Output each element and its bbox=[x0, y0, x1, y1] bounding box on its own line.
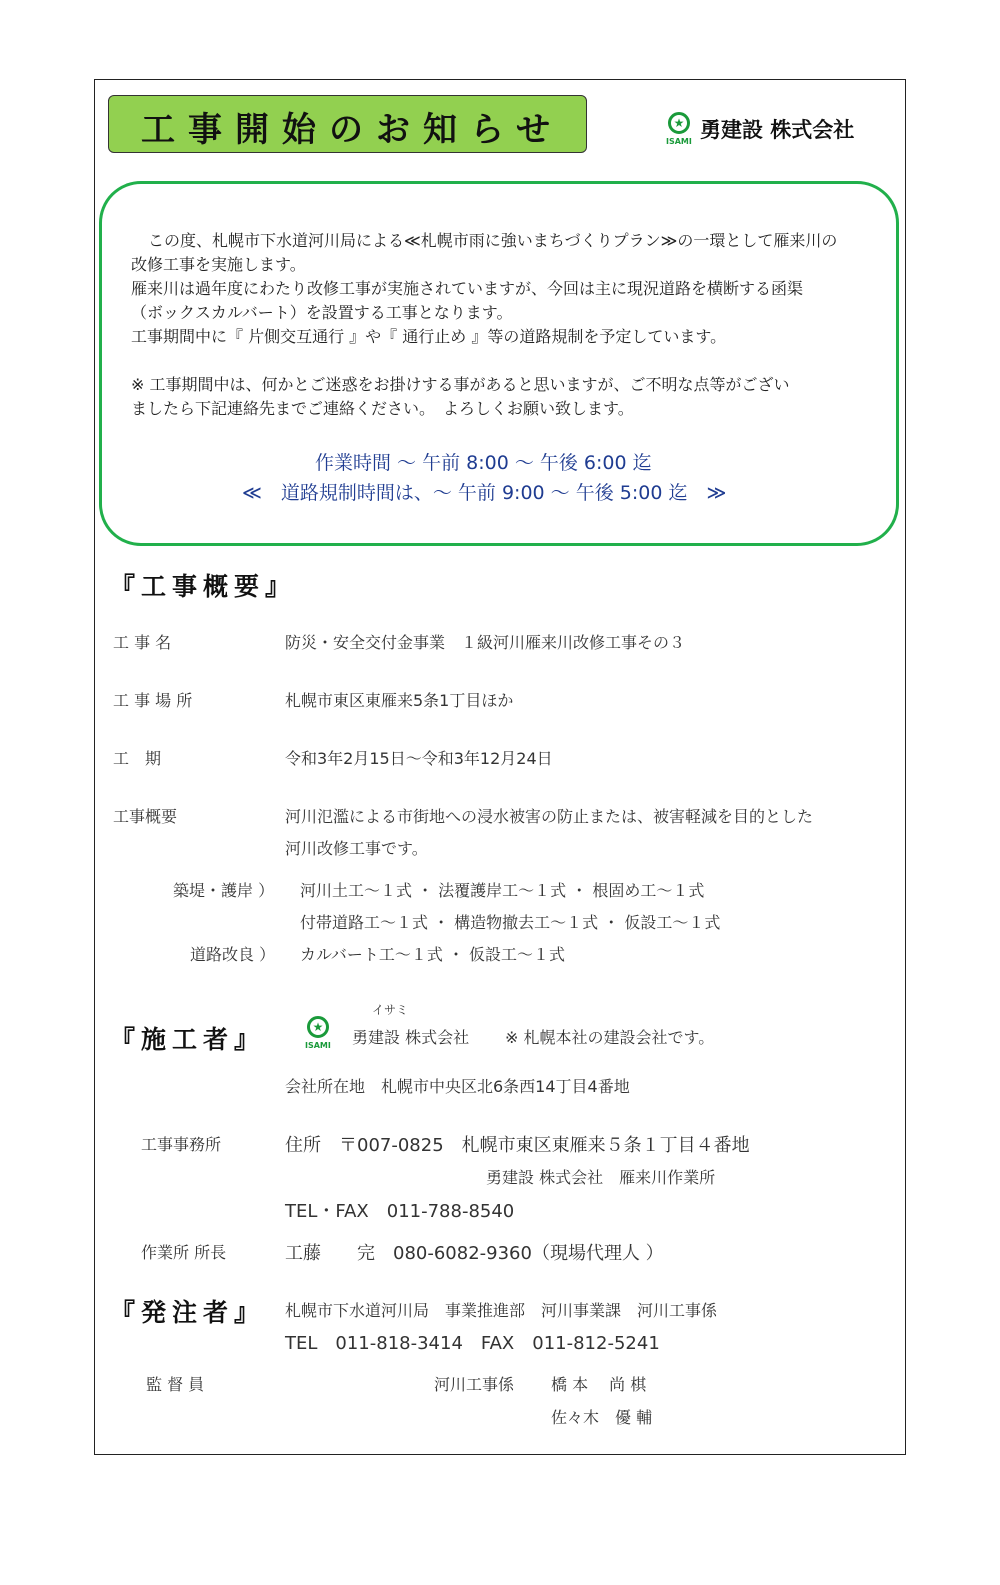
orderer-phones: TEL 011-818-3414 FAX 011-812-5241 bbox=[285, 1333, 660, 1354]
work-name-label: 工 事 名 bbox=[113, 633, 172, 652]
contractor-address: 会社所在地 札幌市中央区北6条西14丁目4番地 bbox=[285, 1077, 630, 1096]
road-restriction-hours: ≪ 道路規制時間は、～ 午前 9:00 ～ 午後 5:00 迄 ≫ bbox=[242, 482, 727, 504]
overview-heading: 『工事概要』 bbox=[110, 572, 297, 601]
work-location-value: 札幌市東区東雁来5条1丁目ほか bbox=[285, 691, 514, 710]
summary-label: 工事概要 bbox=[113, 807, 178, 826]
item-line: 付帯道路工～１式 ・ 構造物撤去工～１式 ・ 仮設工～１式 bbox=[300, 913, 721, 932]
contractor-note: ※ 札幌本社の建設会社です。 bbox=[505, 1028, 715, 1047]
notice-line: この度、札幌市下水道河川局による≪札幌市雨に強いまちづくりプラン≫の一環として雁来川の bbox=[148, 231, 838, 250]
item-label: 道路改良 ） bbox=[190, 945, 276, 964]
star-icon: ★ bbox=[312, 1020, 324, 1034]
notice-line: （ボックスカルバート）を設置する工事となります。 bbox=[131, 303, 513, 322]
summary-line: 河川改修工事です。 bbox=[285, 839, 428, 858]
company-name: 勇建設 株式会社 bbox=[700, 118, 855, 142]
star-icon: ★ bbox=[673, 116, 685, 130]
office-tel-fax: TEL・FAX 011-788-8540 bbox=[285, 1201, 515, 1222]
office-name: 勇建設 株式会社 雁来川作業所 bbox=[486, 1168, 716, 1187]
manager-label: 作業所 所長 bbox=[141, 1243, 227, 1262]
manager-value: 工藤 完 080-6082-9360（現場代理人 ） bbox=[285, 1243, 664, 1264]
supervisor-name: 橋 本 尚 棋 bbox=[551, 1375, 647, 1394]
title-banner bbox=[108, 95, 587, 153]
summary-line: 河川氾濫による市街地への浸水被害の防止または、被害軽減を目的とした bbox=[285, 807, 814, 826]
apology-line: ましたら下記連絡先までご連絡ください。 よろしくお願い致します。 bbox=[131, 399, 634, 418]
orderer-dept: 札幌市下水道河川局 事業推進部 河川事業課 河川工事係 bbox=[285, 1301, 718, 1320]
office-address: 住所 〒007-0825 札幌市東区東雁来５条１丁目４番地 bbox=[285, 1135, 750, 1156]
supervisor-section: 河川工事係 bbox=[434, 1375, 515, 1394]
company-ruby: イサミ bbox=[372, 1003, 409, 1017]
apology-line: ※ 工事期間中は、何かとご迷惑をお掛けする事があると思いますが、ご不明な点等がござい bbox=[131, 375, 790, 394]
work-period-value: 令和3年2月15日～令和3年12月24日 bbox=[285, 749, 553, 768]
notice-line: 工事期間中に『 片側交互通行 』や『 通行止め 』等の道路規制を予定しています。 bbox=[131, 327, 727, 346]
orderer-heading: 『発注者』 bbox=[110, 1298, 266, 1327]
page-title: 工事開始のお知らせ bbox=[141, 110, 563, 150]
work-hours: 作業時間 ～ 午前 8:00 ～ 午後 6:00 迄 bbox=[315, 452, 652, 474]
supervisor-name: 佐々木 優 輔 bbox=[551, 1408, 653, 1427]
item-line: カルバート工～１式 ・ 仮設工～１式 bbox=[300, 945, 566, 964]
contractor-heading: 『施工者』 bbox=[110, 1025, 266, 1054]
work-location-label: 工 事 場 所 bbox=[113, 691, 193, 710]
supervisor-label: 監 督 員 bbox=[146, 1375, 205, 1394]
work-period-label: 工 期 bbox=[113, 749, 162, 768]
notice-line: 改修工事を実施します。 bbox=[131, 255, 306, 274]
item-label: 築堤・護岸 ） bbox=[173, 881, 275, 900]
office-label: 工事事務所 bbox=[141, 1135, 222, 1154]
item-line: 河川土工～１式 ・ 法覆護岸工～１式 ・ 根固め工～１式 bbox=[300, 881, 705, 900]
logo-text: ISAMI bbox=[305, 1041, 331, 1050]
contractor-name: 勇建設 株式会社 bbox=[352, 1028, 470, 1047]
logo-text: ISAMI bbox=[666, 137, 692, 146]
work-name-value: 防災・安全交付金事業 １級河川雁来川改修工事その３ bbox=[285, 633, 686, 652]
notice-line: 雁来川は過年度にわたり改修工事が実施されていますが、今回は主に現況道路を横断する函渠 bbox=[131, 279, 804, 298]
